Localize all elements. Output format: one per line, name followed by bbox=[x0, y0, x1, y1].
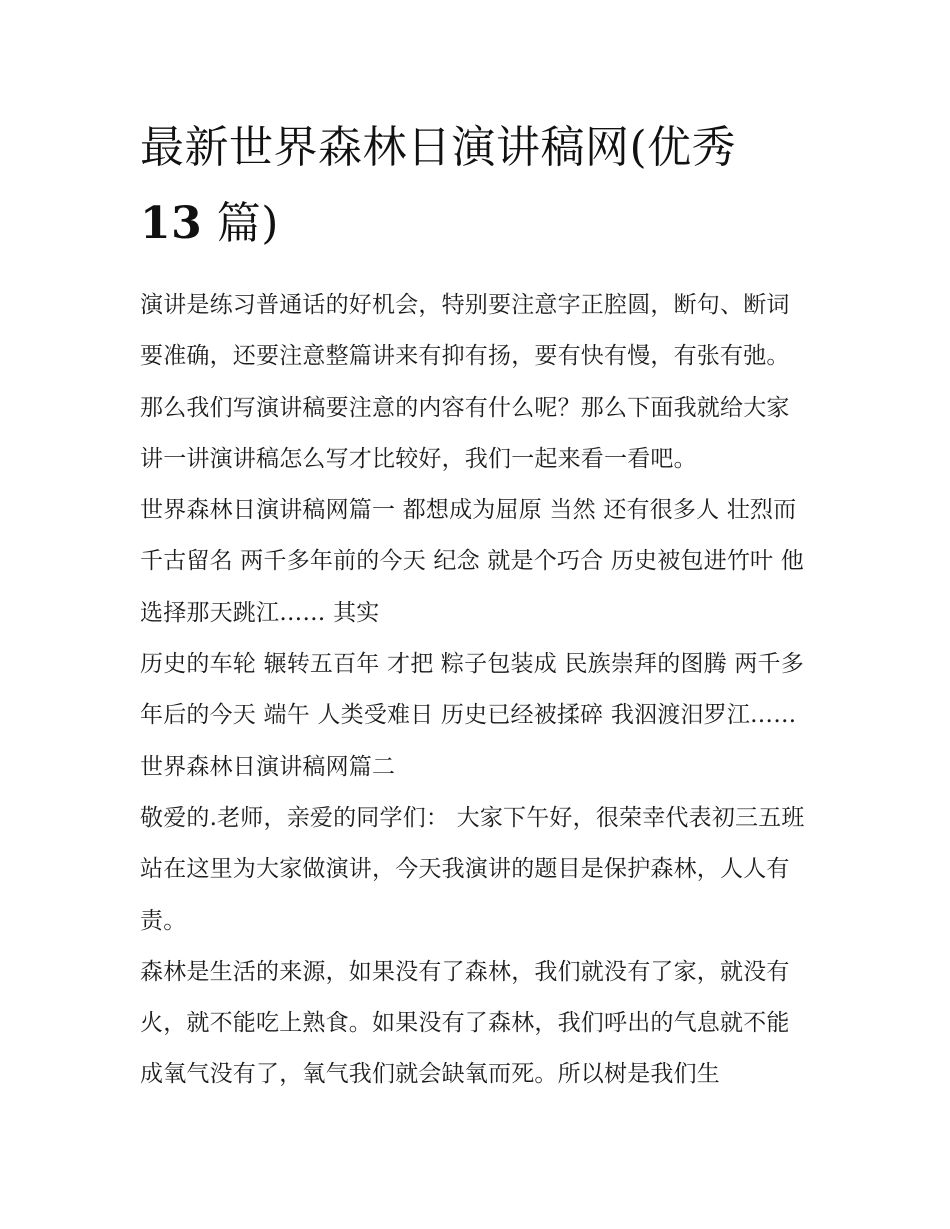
paragraph-poem-part-1: 世界森林日演讲稿网篇一 都想成为屈原 当然 还有很多人 壮烈而千古留名 两千多年前的今天 纪念 就是个巧合 历史被包进竹叶 他选择那天跳江…… 其实 bbox=[140, 497, 804, 626]
document-body bbox=[140, 280, 812, 1101]
paragraph-forest: 森林是生活的来源，如果没有了森林，我们就没有了家，就没有火，就不能吃上熟食。如果没有了森林，我们呼出的气息就不能成氧气没有了，氧气我们就会缺氧而死。所以树是我们生 bbox=[140, 958, 790, 1088]
document-title bbox=[140, 110, 812, 262]
paragraph-greeting: 敬爱的.老师，亲爱的同学们： 大家下午好，很荣幸代表初三五班站在这里为大家做演讲，今天我演讲的题目是保护森林，人人有责。 bbox=[140, 804, 805, 934]
document-page bbox=[140, 110, 812, 1101]
paragraph-intro: 演讲是练习普通话的好机会，特别要注意字正腔圆，断句、断词要准确，还要注意整篇讲来有抑有扬，要有快有慢，有张有弛。那么我们写演讲稿要注意的内容有什么呢？那么下面我就给大家讲一讲演讲稿怎么写才比较好，我们一起来看一看吧。 bbox=[140, 292, 790, 472]
title-main: 最新世界森林日演讲稿网(优秀 bbox=[140, 122, 737, 173]
title-tail: 篇) bbox=[202, 198, 279, 249]
paragraph-poem-part-2: 历史的车轮 辗转五百年 才把 粽子包装成 民族崇拜的图腾 两千多年后的今天 端午 人类受难日 历史已经被揉碎 我泅渡汨罗江…… 世界森林日演讲稿网篇二 bbox=[140, 651, 804, 780]
title-number: 13 bbox=[140, 198, 203, 249]
